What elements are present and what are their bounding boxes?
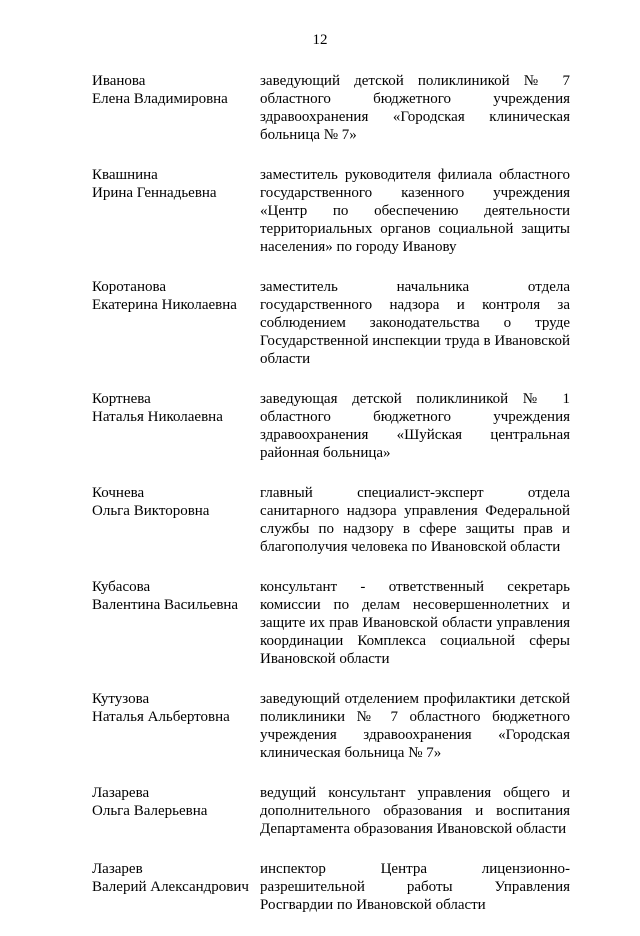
surname: Коротанова <box>92 279 167 295</box>
position-text: заведующая детской поликлиникой № 1 областного бюджетного учреждения здравоохранения «Шуйская центральная районная больница» <box>260 391 570 461</box>
person-name <box>92 690 260 726</box>
position-text: консультант - ответственный секретарь комиссии по делам несовершеннолетних и защите их прав Ивановской области управления координации Комплекса социальной сферы Ивановской области <box>260 579 570 667</box>
position-text: главный специалист-эксперт отдела санитарного надзора управления Федеральной службы по надзору в сфере защиты прав и благополучия человека по Ивановской области <box>260 485 570 555</box>
list-item <box>92 484 572 556</box>
list-item <box>92 860 572 914</box>
page-number: 12 <box>312 32 328 48</box>
list-item <box>92 578 572 668</box>
list-item <box>92 72 572 144</box>
list-item <box>92 278 572 368</box>
person-name <box>92 72 260 108</box>
given-names: Наталья Альбертовна <box>92 709 230 725</box>
surname: Квашнина <box>92 167 158 183</box>
position-text: заведующий детской поликлиникой № 7 областного бюджетного учреждения здравоохранения «Городская клиническая больница № 7» <box>260 73 570 143</box>
surname: Лазарев <box>92 861 143 877</box>
member-list <box>92 72 572 936</box>
list-item <box>92 784 572 838</box>
given-names: Екатерина Николаевна <box>92 297 237 313</box>
position-text: заместитель начальника отдела государственного надзора и контроля за соблюдением законодательства о труде Государственной инспекции труда в Ивановской области <box>260 279 570 367</box>
position-text: ведущий консультант управления общего и дополнительного образования и воспитания Департамента образования Ивановской области <box>260 785 570 837</box>
person-name <box>92 860 260 896</box>
person-name <box>92 278 260 314</box>
surname: Кутузова <box>92 691 150 707</box>
surname: Лазарева <box>92 785 150 801</box>
given-names: Валентина Васильевна <box>92 597 239 613</box>
position-text: заведующий отделением профилактики детской поликлиники № 7 областного бюджетного учреждения здравоохранения «Городская клиническая больница № 7» <box>260 691 570 761</box>
given-names: Ольга Викторовна <box>92 503 210 519</box>
given-names: Елена Владимировна <box>92 91 228 107</box>
surname: Иванова <box>92 73 146 89</box>
position-text: инспектор Центра лицензионно-разрешительной работы Управления Росгвардии по Ивановской области <box>260 861 570 913</box>
surname: Кубасова <box>92 579 151 595</box>
person-name <box>92 578 260 614</box>
person-name <box>92 484 260 520</box>
list-item <box>92 166 572 256</box>
given-names: Ирина Геннадьевна <box>92 185 217 201</box>
list-item <box>92 690 572 762</box>
given-names: Наталья Николаевна <box>92 409 223 425</box>
position-text: заместитель руководителя филиала областного государственного казенного учреждения «Центр по обеспечению деятельности территориальных органов социальной защиты населения» по городу Иванову <box>260 167 570 255</box>
surname: Кортнева <box>92 391 151 407</box>
surname: Кочнева <box>92 485 145 501</box>
person-name <box>92 390 260 426</box>
person-name <box>92 166 260 202</box>
list-item <box>92 390 572 462</box>
person-name <box>92 784 260 820</box>
given-names: Валерий Александрович <box>92 879 249 895</box>
given-names: Ольга Валерьевна <box>92 803 208 819</box>
